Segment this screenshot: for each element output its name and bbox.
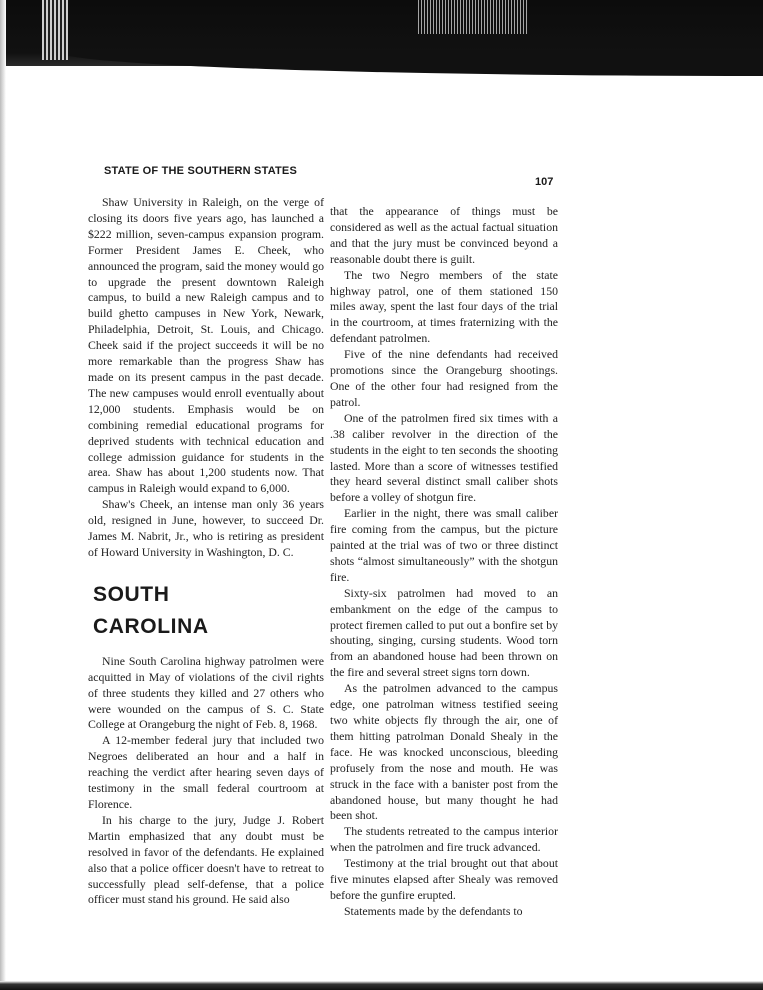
scan-artifact-left: [42, 0, 68, 60]
running-head: STATE OF THE SOUTHERN STATES: [104, 165, 298, 177]
paragraph-continuation: that the appearance of things must be considered as well as the actual factual situation and that the jury must be convinced beyond a reasonable doubt there is guilt.: [330, 204, 558, 266]
paragraph: The two Negro members of the state highway patrol, one of them stationed 150 miles away, spent the last four days of the trial in the courtroom, at times fraternizing with the defendant patrolmen.: [330, 267, 558, 346]
scan-page-curl: [60, 52, 763, 76]
paragraph: A 12-member federal jury that included two Negroes deliberated an hour and a half in reaching the verdict after hearing seven days of testimony in the small federal courtroom at Florence.: [88, 733, 324, 811]
scan-border-left: [0, 0, 6, 990]
paragraph: Nine South Carolina highway patrolmen were acquitted in May of violations of the civil rights of three students they killed and 27 others who were wounded on the campus of S. C. State College at Orangeburg the night of Feb. 8, 1968.: [88, 653, 324, 732]
paragraph: Statements made by the defendants to: [344, 903, 523, 918]
paragraph: Five of the nine defendants had received promotions since the Orangeburg shootings. One of the other four had resigned from the patrol.: [330, 347, 558, 409]
paragraph: As the patrolmen advanced to the campus edge, one patrolman witness testified seeing two white objects fly through the air, one of them hitting patrolman Donald Shealy in the face. He was knocked unconscious, bleeding profusely from the nose and mouth. He was struck in the face with a banister post from the abandoned house, but many thought he had been shot.: [330, 681, 558, 823]
paragraph: Shaw University in Raleigh, on the verge of closing its doors five years ago, has launched a $222 million, seven-campus expansion program. Former President James E. Cheek, who announced the program, said the money would go to upgrade the present downtown Raleigh campus, to build a new Raleigh campus and to build ghetto campuses in New York, Newark, Philadelphia, Detroit, St. Louis, and Chicago. Cheek said if the project succeeds it will be no more remarkable than the progress Shaw has made on its present campus in the past decade. The new campuses would enroll eventually about 12,000 students. Emphasis would be on combining remedial educational programs for deprived students with technical education and college admission guidance for students in the area. Shaw has about 1,200 students now. That campus in Raleigh would expand to 6,000.: [88, 195, 324, 496]
paragraph: The students retreated to the campus interior when the patrolmen and fire truck advanced.: [330, 824, 558, 855]
paragraph: In his charge to the jury, Judge J. Robert Martin emphasized that any doubt must be resolved in favor of the defendants. He explained also that a police officer doesn't have to retreat to successfully plead self-defense, that a police officer must stand his ground. He said also: [88, 812, 324, 907]
left-column: [88, 195, 324, 908]
page-number: 107: [535, 176, 554, 188]
section-heading-line: CAROLINA: [93, 614, 209, 638]
section-heading: [93, 579, 324, 643]
scan-page-corner: [0, 66, 70, 90]
paragraph: Testimony at the trial brought out that about five minutes elapsed after Shealy was removed before the gunfire erupted.: [330, 856, 558, 902]
scan-artifact-center: [418, 0, 528, 34]
paragraph: One of the patrolmen fired six times with a .38 caliber revolver in the direction of the students in the eight to ten seconds the shooting lasted. More than a score of witnesses testified they heard several distinct small caliber shots before a volley of shotgun fire.: [330, 410, 558, 505]
paragraph: Sixty-six patrolmen had moved to an embankment on the edge of the campus to protect firemen called to put out a bonfire set by shouting, singing, cursing students. Wood torn from an abandoned house had been thrown on the fire and several street signs torn down.: [330, 585, 558, 680]
section-heading-line: SOUTH: [93, 582, 170, 606]
scan-border-bottom: [0, 981, 763, 990]
right-column: [330, 204, 558, 920]
paragraph: Earlier in the night, there was small caliber fire coming from the campus, but the picture painted at the trial was of two or three distinct shots “almost simultaneously” with the shotgun fire.: [330, 506, 558, 584]
paragraph: Shaw's Cheek, an intense man only 36 years old, resigned in June, however, to succeed Dr. James M. Nabrit, Jr., who is retiring as president of Howard University in Washington, D. C.: [88, 497, 324, 559]
